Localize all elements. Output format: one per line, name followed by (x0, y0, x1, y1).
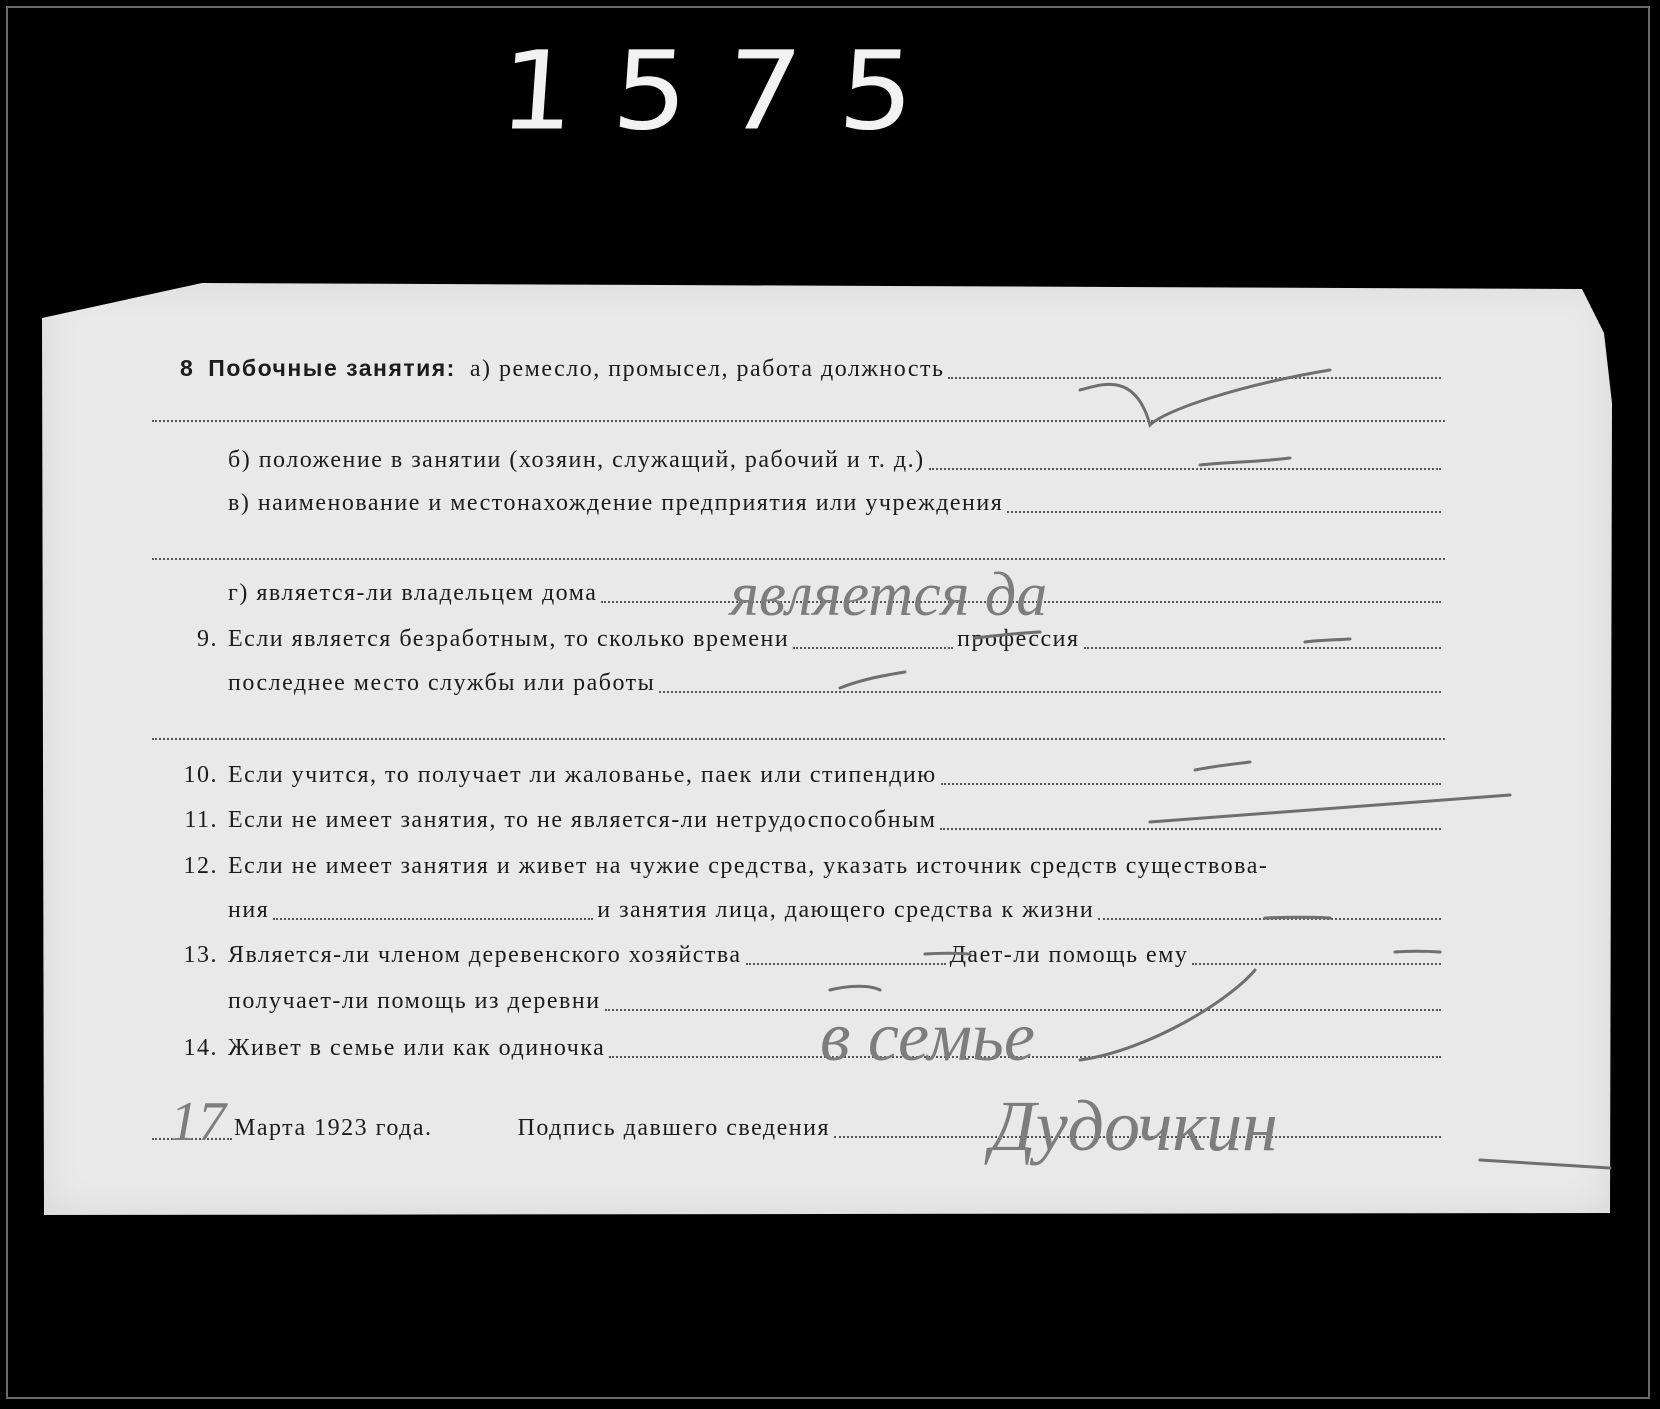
q12-cont-a: ния (228, 897, 270, 923)
q14-answer: в семье (820, 999, 1035, 1076)
q9-row (162, 626, 1445, 653)
q12-source-field (273, 918, 593, 920)
q9-last-label: последнее место службы или работы (228, 670, 656, 696)
q8-g-row (228, 580, 1445, 607)
q10-number: 10. (183, 762, 218, 788)
q10-field (941, 783, 1441, 785)
q14-row (162, 1035, 1445, 1062)
q11-number: 11. (184, 807, 218, 833)
q13-label: Является-ли членом деревенского хозяйства (228, 942, 742, 968)
q8-g-field (601, 601, 1441, 603)
q12-cont-row (228, 897, 1445, 924)
q13-row (162, 942, 1445, 969)
q14-number: 14. (183, 1035, 218, 1061)
form-card (42, 283, 1612, 1215)
q8-v-field (1007, 511, 1441, 513)
q9-last-row (228, 670, 1445, 697)
q8-b-row (228, 447, 1445, 474)
q8-v-row (228, 490, 1445, 517)
date-day: 17 (170, 1091, 226, 1153)
q13-receives-field (605, 1009, 1441, 1011)
q11-label: Если не имеет занятия, то не является-ли нетрудоспособным (228, 807, 937, 833)
q8-number: 8 (180, 355, 195, 381)
q12-person-field (1098, 918, 1441, 920)
date-signature-row (234, 1115, 1445, 1142)
archive-number: 1575 (495, 27, 957, 155)
q12-cont-b: и занятия лица, дающего средства к жизни (597, 897, 1095, 923)
q9-number: 9. (197, 626, 218, 652)
q9-label: Если является безработным, то сколько времени (228, 626, 790, 652)
q12-number: 12. (183, 853, 218, 879)
q9-last-field (659, 691, 1441, 693)
q9-time-field (793, 647, 953, 649)
q11-field (940, 828, 1441, 830)
q14-field (609, 1056, 1441, 1058)
date-day-field (152, 1138, 232, 1140)
q8-g-label: г) является-ли владельцем дома (228, 580, 598, 606)
q8-v-field-line2 (152, 558, 1445, 560)
q10-row (162, 762, 1445, 789)
date-text: Марта 1923 года. (234, 1115, 433, 1141)
signature-label: Подпись давшего сведения (517, 1115, 831, 1141)
q13-member-field (746, 963, 946, 965)
q8-row (180, 355, 1445, 383)
q8-b-label: б) положение в занятии (хозяин, служащий, рабочий и т. д.) (228, 447, 925, 473)
q11-row (162, 807, 1445, 834)
q9-profession-field (1084, 647, 1441, 649)
q12-row (162, 853, 1445, 880)
q13-help-field (1192, 963, 1441, 965)
q10-label: Если учится, то получает ли жалованье, паек или стипендию (228, 762, 937, 788)
signature-field (834, 1136, 1441, 1138)
q13-help-label: Дает-ли помощь ему (949, 942, 1189, 968)
q13-number: 13. (183, 942, 218, 968)
q13-receives-label: получает-ли помощь из деревни (228, 988, 601, 1014)
q8-g-answer: является да (730, 561, 1048, 629)
signature: Дудочкин (990, 1086, 1278, 1166)
q8-a-label: а) ремесло, промысел, работа должность (469, 356, 945, 382)
q8-v-label: в) наименование и местонахождение предприятия или учреждения (228, 490, 1004, 516)
q8-a-field (948, 377, 1441, 379)
q8-title: Побочные занятия: (208, 355, 456, 381)
q9-last-field-line2 (152, 738, 1445, 740)
q8-a-field-line2 (152, 420, 1445, 422)
q14-label: Живет в семье или как одиночка (228, 1035, 606, 1061)
q8-b-field (929, 468, 1441, 470)
q12-label: Если не имеет занятия и живет на чужие средства, указать источник средств существова- (228, 853, 1269, 879)
q9-profession-label: профессия (957, 626, 1080, 652)
q13-receives-row (228, 988, 1445, 1015)
